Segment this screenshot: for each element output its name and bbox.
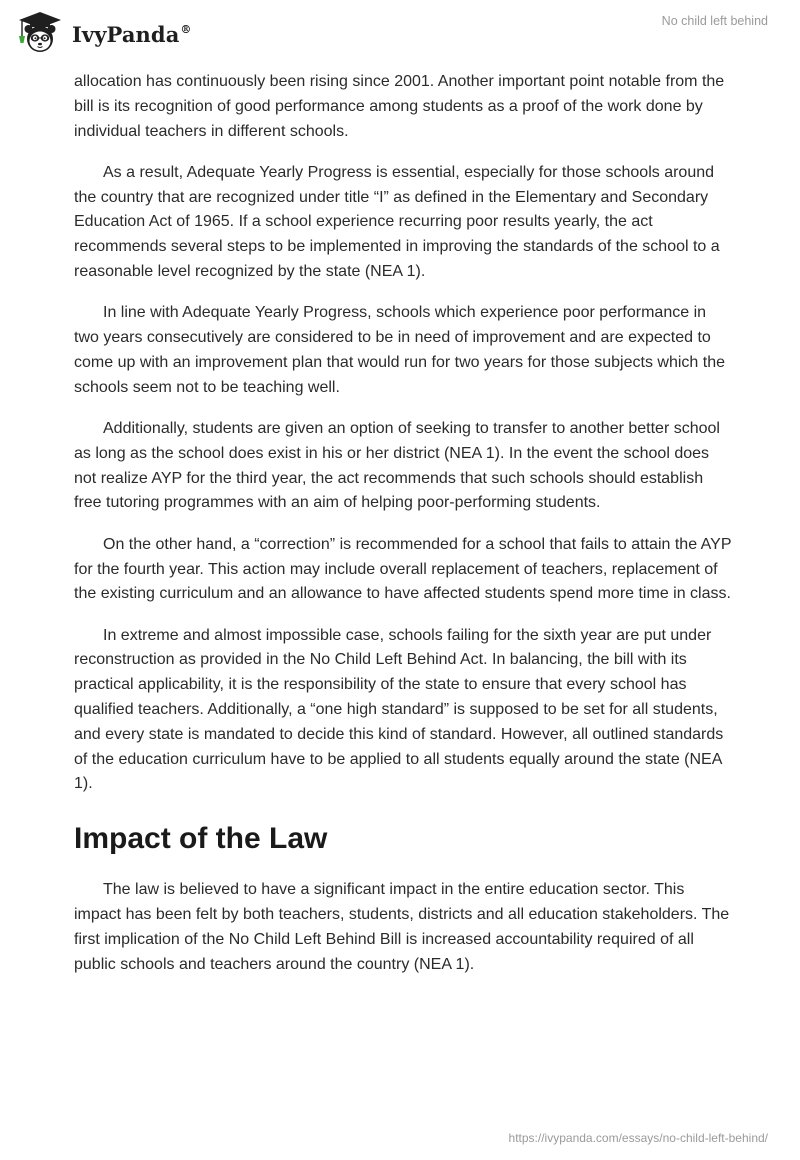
document-title: No child left behind bbox=[661, 14, 768, 28]
brand-name bbox=[72, 22, 192, 47]
paragraph: allocation has continuously been rising since 2001. Another important point notable from the bill is its recognition of good performance among students as a proof of the work done by individual teachers in different schools. bbox=[74, 73, 725, 140]
section-heading: Impact of the Law bbox=[74, 822, 328, 856]
registered-mark: ® bbox=[180, 22, 192, 36]
paragraph: Additionally, students are given an option of seeking to transfer to another better school as long as the school does exist in his or her district (NEA 1). In the event the school does not realize AYP for the third year, the act recommends that such schools should establish free tutoring programmes with an aim of helping poor-performing students. bbox=[74, 420, 720, 512]
paragraph: In line with Adequate Yearly Progress, schools which experience poor performance in two years consecutively are considered to be in need of improvement and are expected to come up with an improvement plan that would run for two years for those subjects which the schools seem not to be teaching well. bbox=[74, 304, 725, 396]
brand-name-text: IvyPanda bbox=[72, 21, 180, 47]
paragraph: As a result, Adequate Yearly Progress is essential, especially for those schools around the country that are recognized under title “I” as defined in the Elementary and Secondary Education Act of 1965. If a school experience recurring poor results yearly, the act recommends several steps to be implemented in improving the standards of the school to a reasonable level recognized by the state (NEA 1). bbox=[74, 163, 720, 281]
brand-logo[interactable] bbox=[14, 10, 192, 54]
paragraph: In extreme and almost impossible case, schools failing for the sixth year are put under reconstruction as provided in the No Child Left Behind Act. In balancing, the bill with its practical applicability, it is the responsibility of the state to ensure that every school has qualified teachers. Additionally, a “one high standard” is supposed to be set for all students, and every state is mandated to decide this kind of standard. However, all outlined standards of the education curriculum have to be applied to all students equally around the state (NEA 1). bbox=[74, 626, 724, 793]
panda-mascot-icon bbox=[14, 10, 66, 54]
essay-content bbox=[74, 70, 734, 994]
page-header bbox=[0, 0, 800, 70]
paragraph: On the other hand, a “correction” is recommended for a school that fails to attain the AYP for the fourth year. This action may include overall replacement of teachers, replacement of the existing curriculum and an allowance to have affected students spend more time in class. bbox=[74, 535, 732, 603]
source-url[interactable]: https://ivypanda.com/essays/no-child-left-behind/ bbox=[508, 1131, 768, 1145]
paragraph: The law is believed to have a significant impact in the entire education sector. This impact has been felt by both teachers, students, districts and all education stakeholders. The first implication of the No Child Left Behind Bill is increased accountability required of all public schools and teachers around the country (NEA 1). bbox=[74, 881, 730, 973]
